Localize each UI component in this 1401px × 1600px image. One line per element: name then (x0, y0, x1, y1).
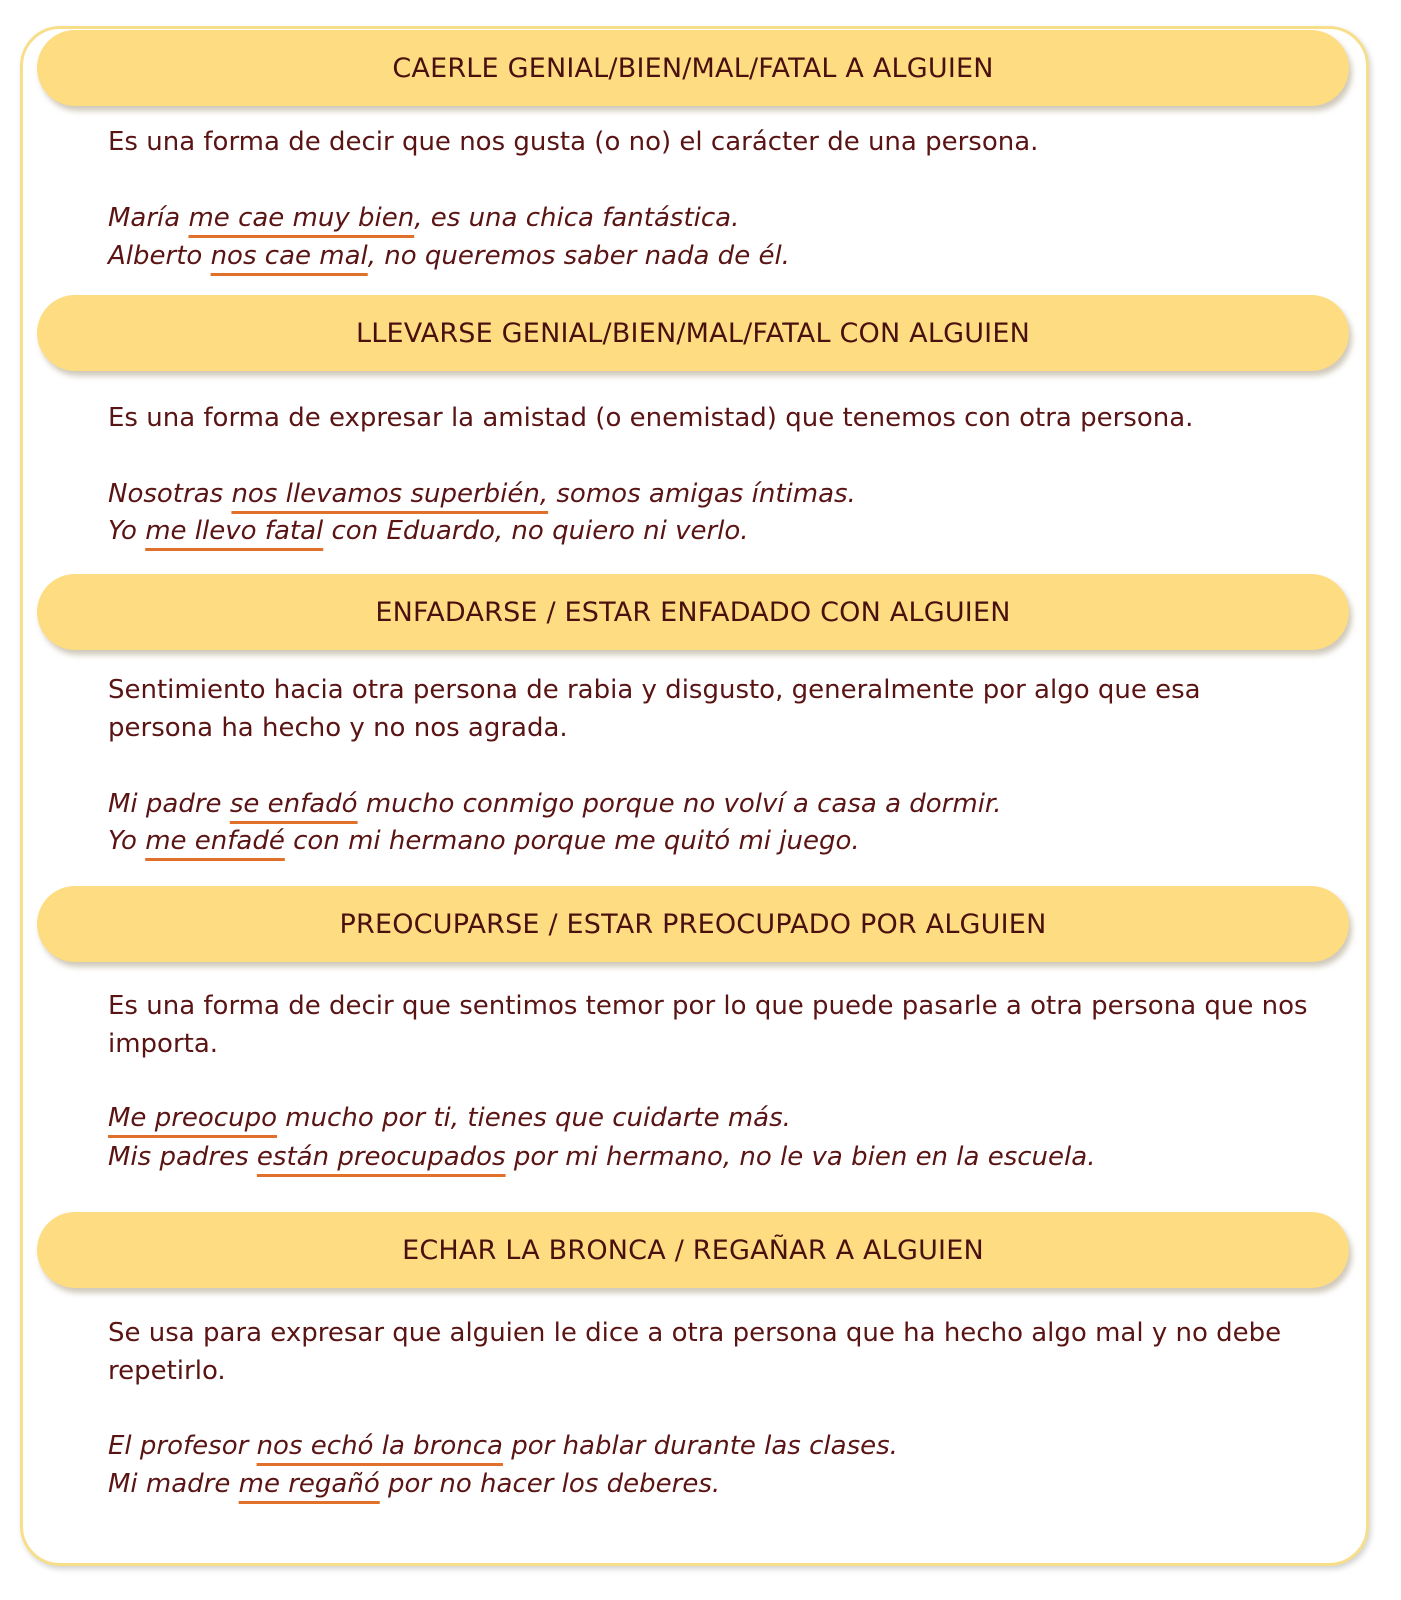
example-sentence: Yo me enfadé con mi hermano porque me quitó mi juego. (108, 826, 860, 856)
highlighted-expression: están preocupados (256, 1142, 506, 1172)
section-title: ECHAR LA BRONCA / REGAÑAR A ALGUIEN (37, 1212, 1349, 1288)
section-title: CAERLE GENIAL/BIEN/MAL/FATAL A ALGUIEN (37, 30, 1349, 106)
example-sentence: Mis padres están preocupados por mi hermano, no le va bien en la escuela. (108, 1142, 1096, 1172)
highlighted-expression: me enfadé (145, 826, 285, 856)
section-title: ENFADARSE / ESTAR ENFADADO CON ALGUIEN (37, 574, 1349, 650)
example-sentence: Nosotras nos llevamos superbién, somos amigas íntimas. (108, 479, 856, 509)
highlighted-expression: nos echó la bronca (256, 1431, 503, 1461)
example-sentence: Mi padre se enfadó mucho conmigo porque no volví a casa a dormir. (108, 789, 1002, 819)
example-sentence: María me cae muy bien, es una chica fantástica. (108, 203, 740, 233)
highlighted-expression: me cae muy bien (188, 203, 415, 233)
section-title: PREOCUPARSE / ESTAR PREOCUPADO POR ALGUIEN (37, 886, 1349, 962)
section-description: Sentimiento hacia otra persona de rabia y disgusto, generalmente por algo que esa persona ha hecho y no nos agrada. (108, 675, 1201, 743)
example-sentence: Mi madre me regañó por no hacer los deberes. (108, 1469, 721, 1499)
example-sentence: Alberto nos cae mal, no queremos saber nada de él. (108, 241, 790, 271)
example-sentence: Me preocupo mucho por ti, tienes que cuidarte más. (108, 1103, 791, 1133)
highlighted-expression: nos llevamos superbién, (231, 479, 549, 509)
section-description: Es una forma de decir que nos gusta (o no) el carácter de una persona. (108, 127, 1039, 157)
example-sentence: Yo me llevo fatal con Eduardo, no quiero ni verlo. (108, 516, 749, 546)
highlighted-expression: me llevo fatal (145, 516, 324, 546)
example-sentence: El profesor nos echó la bronca por hablar durante las clases. (108, 1431, 898, 1461)
highlighted-expression: Me preocupo (108, 1103, 277, 1133)
section-title: LLEVARSE GENIAL/BIEN/MAL/FATAL CON ALGUIEN (37, 295, 1349, 371)
highlighted-expression: se enfadó (229, 789, 358, 819)
highlighted-expression: nos cae mal (210, 241, 368, 271)
highlighted-expression: me regañó (238, 1469, 380, 1499)
section-description: Se usa para expresar que alguien le dice a otra persona que ha hecho algo mal y no debe repetirlo. (108, 1318, 1282, 1386)
section-description: Es una forma de decir que sentimos temor por lo que puede pasarle a otra persona que nos importa. (108, 991, 1308, 1059)
section-description: Es una forma de expresar la amistad (o enemistad) que tenemos con otra persona. (108, 403, 1194, 433)
